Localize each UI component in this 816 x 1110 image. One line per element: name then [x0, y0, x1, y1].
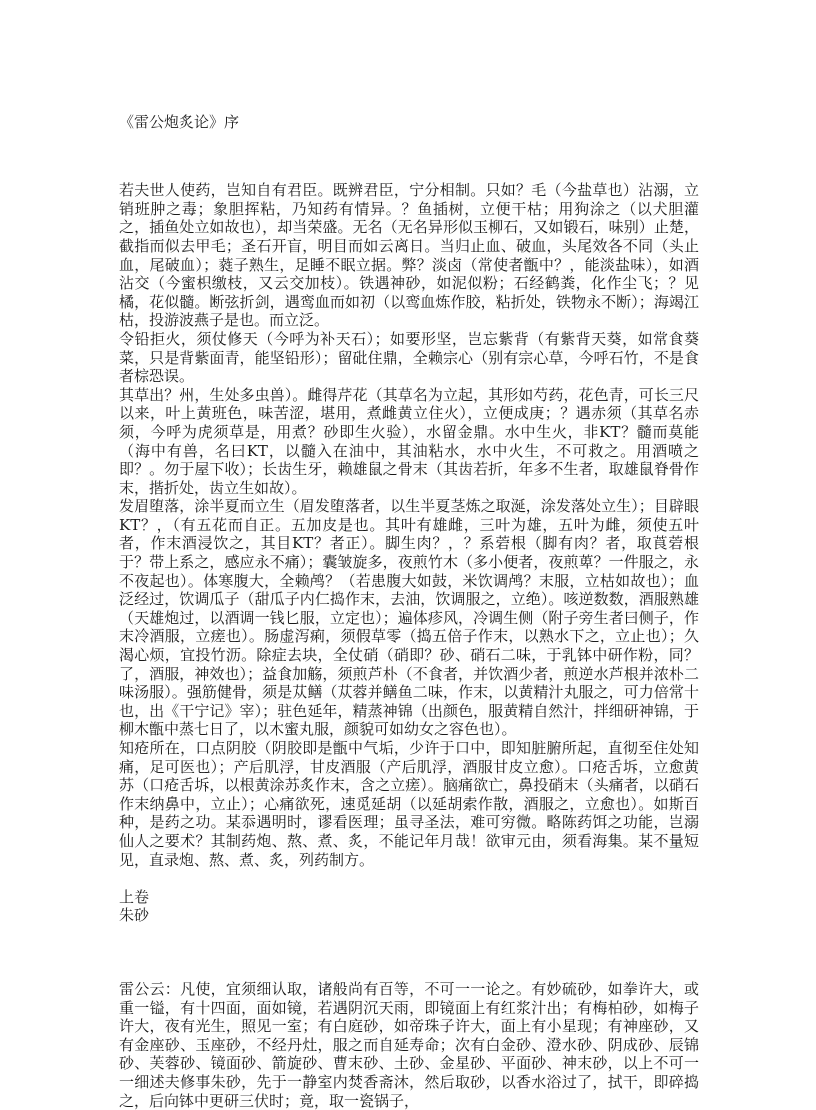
spacer [119, 925, 699, 980]
volume-label: 上卷 [119, 887, 150, 906]
preface-paragraph: 令铅拒火，须仗修天（今呼为补天石）；如要形坚，岂忘紫背（有紫背天葵，如常食葵菜，只是背紫面青，能坚铅形）；留砒住鼎，全赖宗心（别有宗心草，今呼石竹，不是食者棕恐误。 [119, 329, 699, 386]
preface-paragraph: 其草出？州，生处多虫兽）。雌得芹花（其草名为立起，其形如芍药，花色青，可长三尺以来，叶上黄班色，味苦涩，堪用，煮雌黄立住火），立便成庚；？遇赤须（其草名赤须，今呼为虎须草是，用煮？砂即生火验），水留金鼎。水中生火，非KT？髓而莫能（海中有兽，名曰KT，以髓入在油中，其油粘水，水中火生，不可救之。用酒喷之即？。勿于屋下收）；长齿生牙，赖雄鼠之骨末（其齿若折，年多不生者，取雄鼠脊骨作末，揩折处，齿立生如故）。 [119, 385, 699, 497]
spacer [119, 163, 699, 182]
preface-paragraph: 知疮所在，口点阴胶（阴胶即是甑中气垢，少许于口中，即知脏腑所起，直彻至住处知痛，足可医也）；产后肌浮，甘皮酒服（产后肌浮，酒服甘皮立愈）。口疮舌坼，立愈黄苏（口疮舌坼，以根黄涂苏炙作末，含之立瘥）。脑痛欲亡，鼻投硝末（头痛者，以硝石作末纳鼻中，立止）；心痛欲死，速觅延胡（以延胡索作散，酒服之，立愈也）。如斯百种，是药之功。某忝遇明时，谬看医理；虽寻圣法，难可穷微。略陈药饵之功能，岂溺仙人之要术？其制药炮、熬、煮、炙，不能记年月哉！欲审元由，须看海集。某不量短见，直录炮、熬、煮、炙，列药制方。 [119, 739, 699, 869]
entry-title: 朱砂 [119, 906, 150, 925]
preface-paragraph: 发眉堕落，涂半夏而立生（眉发堕落者，以生半夏茎炼之取涎，涂发落处立生）；目辟眼KT？，（有五花而自正。五加皮是也。其叶有雄雌，三叶为雄，五叶为雌，须使五叶者，作末酒浸饮之，其目KT？者正）。脚生肉？，？系菪根（脚有肉？者，取莨菪根于？带上系之，感应永不痛）；囊皱旋多，夜煎竹木（多小便者，夜煎萆？一件服之，永不夜起也）。体寒腹大，全赖鸬？（若患腹大如鼓，米饮调鸬？末服，立枯如故也）；血泛经过，饮调瓜子（甜瓜子内仁捣作末，去油，饮调服之，立绝）。咳逆数数，酒服熟雄（天雄炮过，以酒调一钱匕服，立定也）；遍体疹风，冷调生侧（附子旁生者曰侧子，作末冷酒服，立瘥也）。肠虚泻痢，须假草零（捣五倍子作末，以熟水下之，立止也）；久渴心烦，宜投竹沥。除症去块，全仗硝（硝即？砂、硝石二味，于乳钵中研作粉，同？了，酒服，神效也）；益食加觞，须煎芦朴（不食者，并饮酒少者，煎逆水芦根并浓朴二味汤服）。强筋健骨，须是苁鳝（苁蓉并鳝鱼二味，作末，以黄精汁丸服之，可力倍常十也，出《干宁记》宰）；驻色延年，精蒸神锦（出颜色，服黄精自然汁，拌细研神锦，于柳木甑中蒸七日了，以木蜜丸服，颜貌可如幼女之容色也）。 [119, 497, 699, 739]
document-title: 《雷公炮炙论》序 [119, 113, 240, 131]
entry-paragraph: 雷公云：凡使，宜须细认取，诸般尚有百等，不可一一论之。有妙硫砂，如拳许大，或重一镒，有十四面，面如镜，若遇阴沉天雨，即镜面上有红浆汁出；有梅柏砂，如梅子许大，夜有光生，照见一室；有白庭砂，如帝珠子许大，面上有小星现；有神座砂，又有金座砂、玉座砂，不经丹灶，服之而自延寿命；次有白金砂、澄水砂、阴成砂、辰锦砂、芙蓉砂、镜面砂、箭旋砂、曹末砂、土砂、金星砂、平面砂、神末砂，以上不可一一细述夫修事朱砂，先于一静室内焚香斋沐，然后取砂，以香水浴过了，拭干，即碎捣之，后向钵中更研三伏时；竟，取一瓷锅子， [119, 979, 699, 1110]
document-page [119, 113, 699, 1110]
preface-paragraph: 若夫世人使药，岂知自有君臣。既辨君臣，宁分相制。只如？毛（今盐草也）沾溺，立销班肿之毒；象胆挥粘，乃知药有情异。？鱼插树，立便干枯；用狗涂之（以犬胆灌之，插鱼处立如故也），却当荣盛。无名（无名异形似玉柳石，又如锻石，味别）止楚，截指而似去甲毛；圣石开盲，明目而如云离日。当归止血、破血，头尾效各不同（头止血，尾破血）；蕤子熟生，足睡不眠立据。弊？淡卤（常使者甑中？，能淡盐味），如酒沾交（今蜜枳缴枝，又云交加枝）。铁遇神砂，如泥似粉；石经鹤粪，化作尘飞；？见橘，花似髓。断弦折剑，遇鸾血而如初（以鸾血炼作胶，粘折处，铁物永不断）；海竭江枯，投游波燕子是也。而立泛。 [119, 181, 699, 330]
spacer [119, 869, 699, 888]
